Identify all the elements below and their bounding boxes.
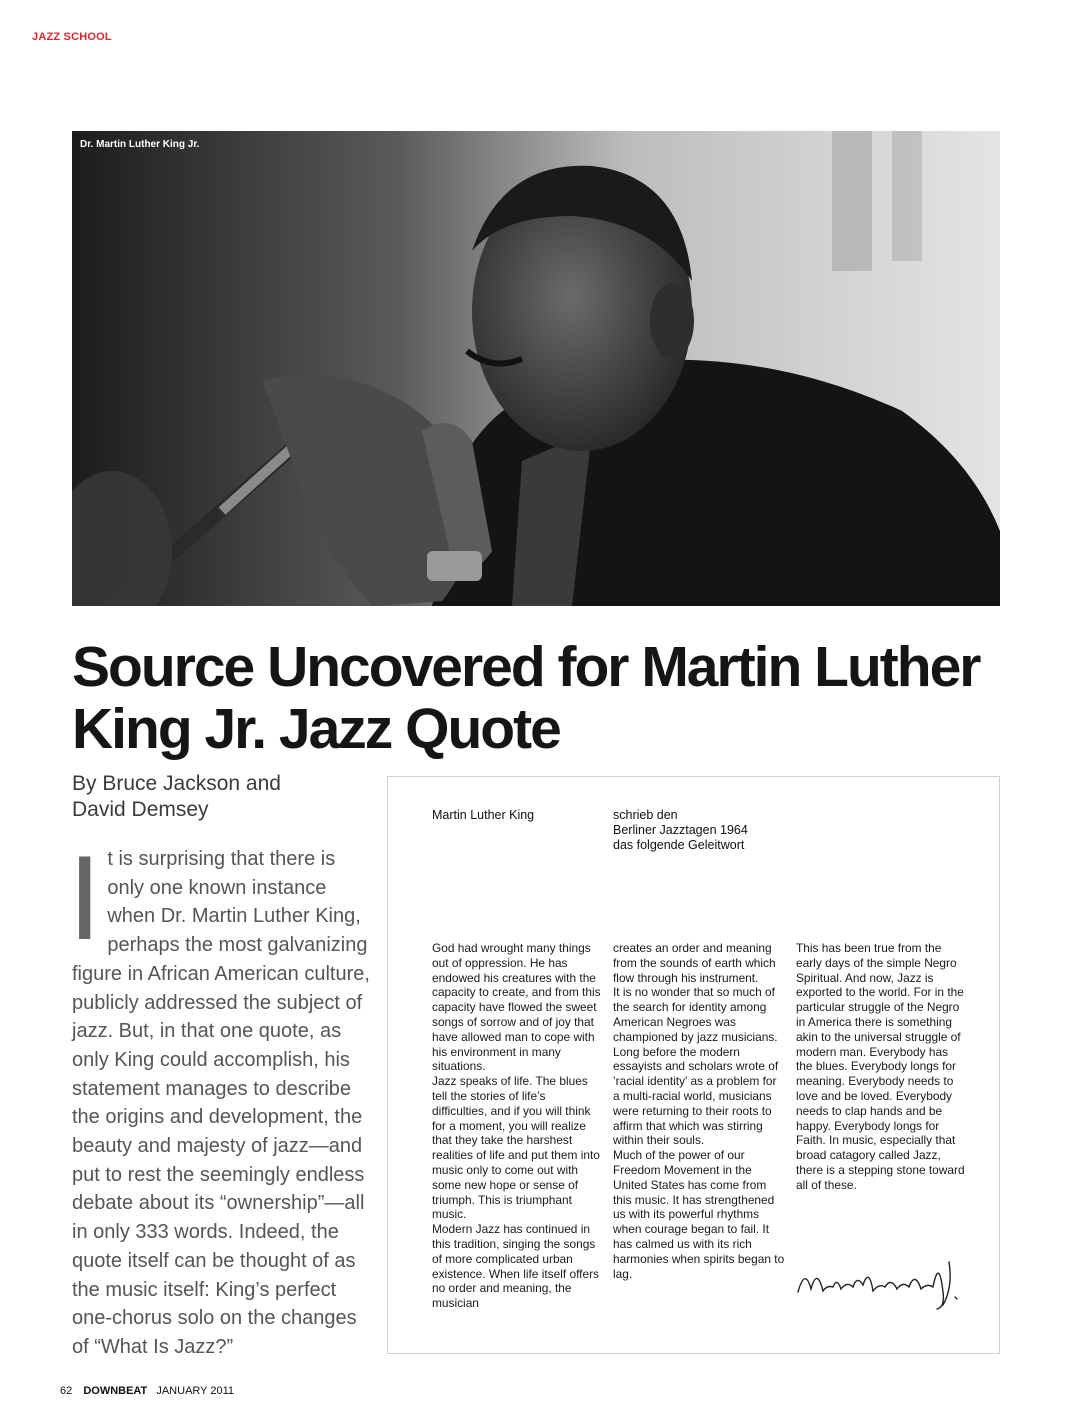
quote-header-line: schrieb den: [613, 808, 678, 822]
quote-header-line: Berliner Jazztagen 1964: [613, 823, 748, 837]
speaker-photo-illustration: [72, 131, 1000, 606]
intro-paragraph: [68, 831, 377, 1362]
quote-header-author: Martin Luther King: [432, 808, 535, 822]
section-tag: JAZZ SCHOOL: [32, 31, 112, 43]
quote-column-2: [613, 941, 785, 1281]
byline-line-1: By Bruce Jackson and: [72, 772, 281, 795]
quote-header-line: das folgende Geleitwort: [613, 838, 745, 852]
quote-column-3: [796, 941, 966, 1193]
article-headline: Source Uncovered for Martin Luther King Jr. Jazz Quote: [72, 635, 980, 761]
handwritten-signature: [793, 1247, 963, 1317]
byline: [72, 771, 372, 823]
quote-paragraph: God had wrought many things out of oppression. He has endowed his creatures with the capacity to create, and from this capacity have flowed the sweet songs of sorrow and of joy that have allowed man to cope with his environment in many situations.: [432, 941, 601, 1074]
page-number: 62: [60, 1385, 73, 1397]
photo-caption: Dr. Martin Luther King Jr.: [80, 139, 200, 150]
quote-paragraph: It is no wonder that so much of the search for identity among American Negroes was championed by jazz musicians. Long before the modern essayists and scholars wrote of ’racial identity’ as a problem for a multi-racial world, musicians were returning to their roots to affirm that which was stirring within their souls.: [613, 985, 779, 1148]
quote-paragraph: This has been true from the early days of the simple Negro Spiritual. And now, Jazz is exported to the world. For in the particular struggle of the Negro in America there is something akin to the universal struggle of modern man. Everybody has the blues. Everybody longs for meaning. Everybody needs to love and be loved. Everybody needs to clap hands and be happy. Everybody longs for Faith. In music, especially that broad catagory called Jazz, there is a stepping stone toward all of these.: [796, 941, 965, 1192]
quote-paragraph: Much of the power of our Freedom Movement in the United States has come from this music. It has strengthened us with its powerful rhythms when courage began to fail. It has calmed us with its rich harmonies when spirits began to lag.: [613, 1148, 785, 1281]
issue-date: JANUARY 2011: [156, 1385, 234, 1397]
quote-header-context: [613, 808, 793, 853]
intro-text: t is surprising that there is only one known instance when Dr. Martin Luther King, perhaps the most galvanizing figure in African American culture, publicly addressed the subject of jazz. But, in that one quote, as only King could accomplish, his statement manages to describe the origins and development, the beauty and majesty of jazz—and put to rest the seemingly endless debate about its “ownership”—all in only 333 words. Indeed, the quote itself can be thought of as the music itself: King’s perfect one-chorus solo on the changes of “What Is Jazz?”: [72, 848, 370, 1358]
quote-document: [387, 776, 1000, 1354]
quote-paragraph: Modern Jazz has continued in this tradition, singing the songs of more complicated urban existence. When life itself offers no order and meaning, the musician: [432, 1222, 599, 1311]
page-footer: [60, 1385, 234, 1397]
quote-paragraph: Jazz speaks of life. The blues tell the stories of life’s difficulties, and if you will think for a moment, you will realize that they take the harshest realities of life and put them into music only to come out with some new hope or sense of triumph. This is triumphant music.: [432, 1074, 600, 1222]
quote-column-1: [432, 941, 604, 1311]
drop-cap: I: [68, 831, 102, 965]
hero-photo: [72, 131, 1000, 606]
byline-line-2: David Demsey: [72, 798, 209, 821]
quote-paragraph: creates an order and meaning from the sounds of earth which flow through his instrument.: [613, 941, 776, 985]
magazine-name: DOWNBEAT: [83, 1385, 148, 1397]
